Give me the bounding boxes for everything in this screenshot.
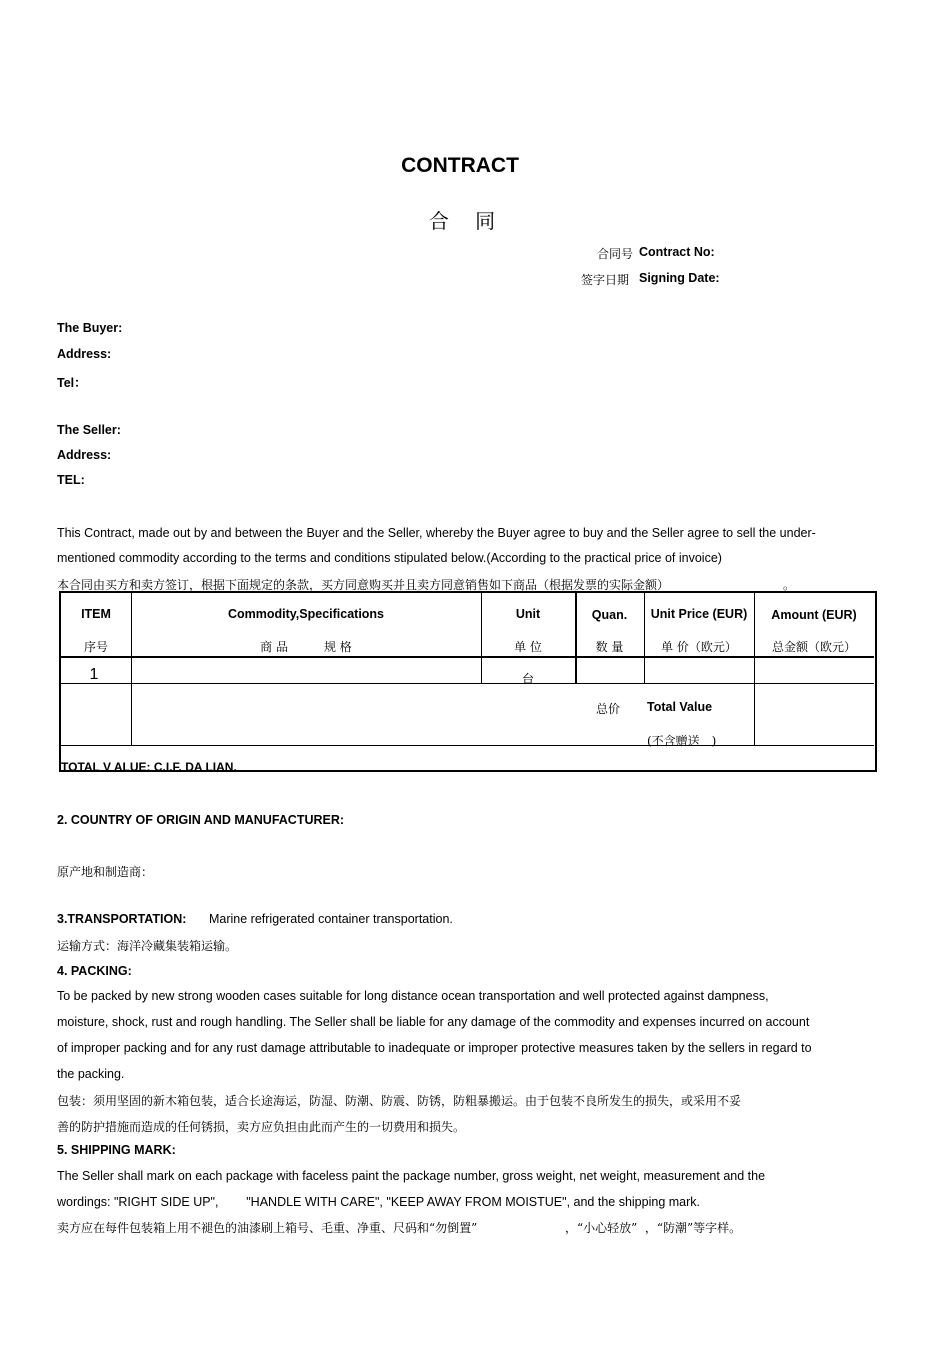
section4-line4: the packing.	[57, 1067, 125, 1081]
signing-date-label: Signing Date:	[639, 271, 720, 285]
section4-line3: of improper packing and for any rust damage attributable to inadequate or improper protective measures taken by the sellers in regard to	[57, 1041, 812, 1055]
section2-title: 2. COUNTRY OF ORIGIN AND MANUFACTURER:	[57, 813, 345, 827]
total-value-footer: TOTAL V ALUE: C.I.F. DA LIAN.	[61, 760, 237, 774]
buyer-tel-label: Tel：	[57, 376, 87, 390]
header-quan-en: Quan.	[591, 608, 628, 622]
row-divider	[61, 656, 874, 658]
header-item-cn: 序号	[83, 640, 108, 654]
section2-cn: 原产地和制造商：	[57, 865, 154, 879]
header-item-en: ITEM	[81, 607, 111, 621]
contract-no-cn: 合同号	[597, 247, 634, 261]
contract-no-label: Contract No:	[639, 245, 715, 259]
buyer-address-label: Address:	[57, 347, 112, 361]
section5-line1: The Seller shall mark on each package with faceless paint the package number, gross weight, net weight, measurement and the	[57, 1169, 766, 1183]
commodity-table	[59, 591, 877, 772]
section3-title: 3.TRANSPORTATION:	[57, 912, 187, 926]
page-subtitle: 合 同	[428, 209, 506, 233]
seller-tel-label: TEL:	[57, 473, 85, 487]
header-amount-en: Amount (EUR)	[771, 608, 857, 622]
row1-item: 1	[89, 666, 99, 683]
intro-cn-line: 本合同由买方和卖方签订，根据下面规定的条款，买方同意购买并且卖方同意销售如下商品（根据发票的实际金额）	[57, 578, 670, 592]
section3-text: Marine refrigerated container transportation.	[209, 912, 453, 926]
seller-address-label: Address:	[57, 448, 112, 462]
section4-title: 4. PACKING:	[57, 964, 132, 978]
section4-cn1: 包装：须用坚固的新木箱包装，适合长途海运，防湿、防潮、防震、防锈，防粗暴搬运。由于包装不良所发生的损失，或采用不妥	[57, 1094, 742, 1108]
page-title: CONTRACT	[401, 154, 519, 177]
buyer-label: The Buyer:	[57, 321, 123, 335]
header-unitprice-en: Unit Price (EUR)	[650, 607, 748, 621]
section4-cn2: 善的防护措施而造成的任何锈损，卖方应负担由此而产生的一切费用和损失。	[57, 1120, 466, 1134]
section5-cn-a: 卖方应在每件包装箱上用不褪色的油漆刷上箱号、毛重、净重、尺码和“勿倒置”	[57, 1221, 478, 1235]
header-unit-cn: 单 位	[514, 640, 542, 654]
signing-date-cn: 签字日期	[581, 273, 630, 287]
section4-line1: To be packed by new strong wooden cases suitable for long distance ocean transportation and well protected against dampness,	[57, 989, 769, 1003]
section4-line2: moisture, shock, rust and rough handling. The Seller shall be liable for any damage of the commodity and expenses incurred on account	[57, 1015, 810, 1029]
section3-cn: 运输方式：海洋冷藏集装箱运输。	[57, 939, 238, 953]
header-amount-cn: 总金额（欧元）	[771, 640, 856, 654]
section5-line2: wordings: "RIGHT SIDE UP", "HANDLE WITH CARE", "KEEP AWAY FROM MOISTUE", and the shipping mark.	[57, 1195, 700, 1209]
total-value-en: Total Value	[647, 700, 713, 714]
section5-title: 5. SHIPPING MARK:	[57, 1143, 176, 1157]
row-divider	[61, 745, 874, 746]
section5-cn-b: ，“小心轻放” ，“防潮”等字样。	[565, 1221, 742, 1235]
header-quan-cn: 数 量	[595, 640, 624, 654]
header-unit-en: Unit	[515, 607, 541, 621]
total-value-cn: 总价	[596, 702, 621, 716]
header-commodity-en: Commodity,Specifications	[227, 607, 385, 621]
total-value-note: (不含赠送 )	[647, 734, 717, 748]
intro-en-line2: mentioned commodity according to the terms and conditions stipulated below.(According to the practical price of invoice)	[57, 551, 722, 565]
intro-en-line1: This Contract, made out by and between the Buyer and the Seller, whereby the Buyer agree to buy and the Seller agree to sell the under-	[57, 526, 816, 540]
row-divider	[61, 683, 874, 684]
header-commodity-cn: 商 品 规 格	[260, 640, 352, 654]
intro-cn-end: 。	[783, 578, 796, 592]
header-unitprice-cn: 单 价（欧元）	[661, 640, 737, 654]
row1-unit: 台	[521, 672, 534, 686]
seller-label: The Seller:	[57, 423, 121, 437]
